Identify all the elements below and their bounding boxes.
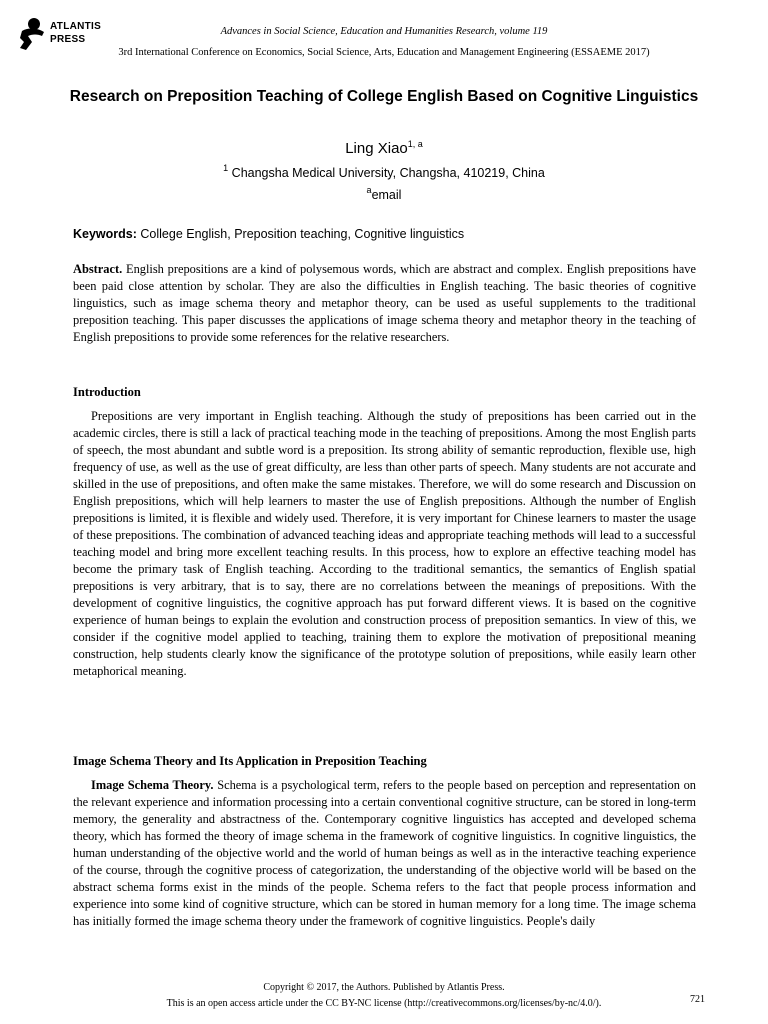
author-name: Ling Xiao bbox=[345, 140, 408, 157]
email-text: email bbox=[371, 188, 402, 202]
section-heading-introduction: Introduction bbox=[73, 385, 141, 399]
license-notice: This is an open access article under the CC BY-NC license (http://creativecommons.org/licenses/by-nc/4.0/). bbox=[166, 998, 602, 1009]
keywords-label: Keywords: bbox=[73, 227, 137, 241]
email-superscript: a bbox=[366, 185, 372, 195]
image-schema-lead: Image Schema Theory. bbox=[91, 778, 214, 792]
email-line bbox=[0, 185, 768, 202]
affiliation-superscript: 1 bbox=[223, 163, 229, 173]
affiliation-line bbox=[0, 163, 768, 180]
section-heading-image-schema: Image Schema Theory and Its Application in Preposition Teaching bbox=[73, 754, 427, 768]
copyright-notice: Copyright © 2017, the Authors. Published by Atlantis Press. bbox=[263, 982, 505, 993]
logo-line-1: ATLANTIS bbox=[50, 21, 102, 32]
abstract-label: Abstract. bbox=[73, 262, 123, 276]
author-superscript: 1, a bbox=[407, 139, 423, 149]
introduction-paragraph: Prepositions are very important in English teaching. Although the study of prepositions has been carried out in the academic circles, there is still a lack of practical teaching mode in the teaching of prepositions. Among the most English parts of speech, the most abundant and subtle word is a preposition. Its strong ability of semantic reproduction, flexible use, high frequency of use, as well as the use of great difficulty, are less than other parts of speech. Many students are not accurate and skilled in the use of prepositions, and often make the same mistakes. Therefore, we will do some research and Discussion on English prepositions, which will help learners to master the use of English prepositions. Although the number of English prepositions is limited, it is flexible and widely used. Therefore, it is very important for Chinese learners to master the usage of these prepositions. The combination of advanced teaching ideas and appropriate teaching methods will lead to a successful teaching model and bring more excellent teaching results. In this process, how to explore an effective teaching model has become the primary task of English teaching. According to the traditional semantics, the semantics of English spatial prepositions is very arbitrary, that is to say, there are no correlations between the meanings of prepositions. With the development of cognitive linguistics, the cognitive approach has put forward different views. It is based on the cognitive experience of human beings to explain the evolution and construction process of preposition semantics. In view of this, we consider if the cognitive model applied to teaching, training them to explore the motivation of prepositional meaning construction, help students clearly know the significance of the prototype solution of prepositions, while easily learn other metaphorical meaning. bbox=[73, 409, 696, 678]
paper-title: Research on Preposition Teaching of College English Based on Cognitive Linguistics bbox=[69, 88, 699, 105]
keywords bbox=[73, 227, 696, 241]
affiliation-text: Changsha Medical University, Changsha, 410219, China bbox=[231, 166, 545, 180]
page-number: 721 bbox=[690, 994, 705, 1005]
logo-line-2: PRESS bbox=[50, 34, 86, 45]
image-schema-text: Schema is a psychological term, refers to the people based on perception and representation on the relevant experience and information processing into a certain conventional cognitive structure, can be stored in long-term memory, the generality and abstractness of the. Contemporary cognitive linguistics has accepted and developed schema theory, which has formed the theory of image schema in the framework of cognitive linguistics. In cognitive linguistics, the human understanding of the objective world and the world of human beings as well as in the interactive teaching experience of the course, through the cognitive process of categorization, the understanding of the objective world will be based on the abstract schema forms exist in the minds of the people. Schema refers to the fact that people process information and experience into some kind of cognitive structure, which can be stored in human memory for a long time. The image schema has initially formed the image schema theory under the framework of cognitive linguistics. People's daily bbox=[73, 778, 696, 928]
abstract-text: English prepositions are a kind of polysemous words, which are abstract and complex. English prepositions have been paid close attention by scholar. They are also the difficulties in English teaching. The basic theories of cognitive linguistics, such as image schema theory and metaphor theory, can be used as useful supplements to the traditional preposition teaching. This paper discusses the applications of image schema theory and metaphor theory in the teaching of English prepositions to provide some references for the relative researchers. bbox=[73, 262, 696, 344]
keywords-text: College English, Preposition teaching, Cognitive linguistics bbox=[140, 227, 465, 241]
abstract bbox=[73, 261, 696, 346]
image-schema-paragraph bbox=[73, 777, 696, 930]
author-line bbox=[0, 140, 768, 157]
journal-header: Advances in Social Science, Education and Humanities Research, volume 119 bbox=[220, 26, 548, 37]
conference-header: 3rd International Conference on Economics, Social Science, Arts, Education and Management Engineering (ESSAEME 2017) bbox=[118, 47, 650, 58]
